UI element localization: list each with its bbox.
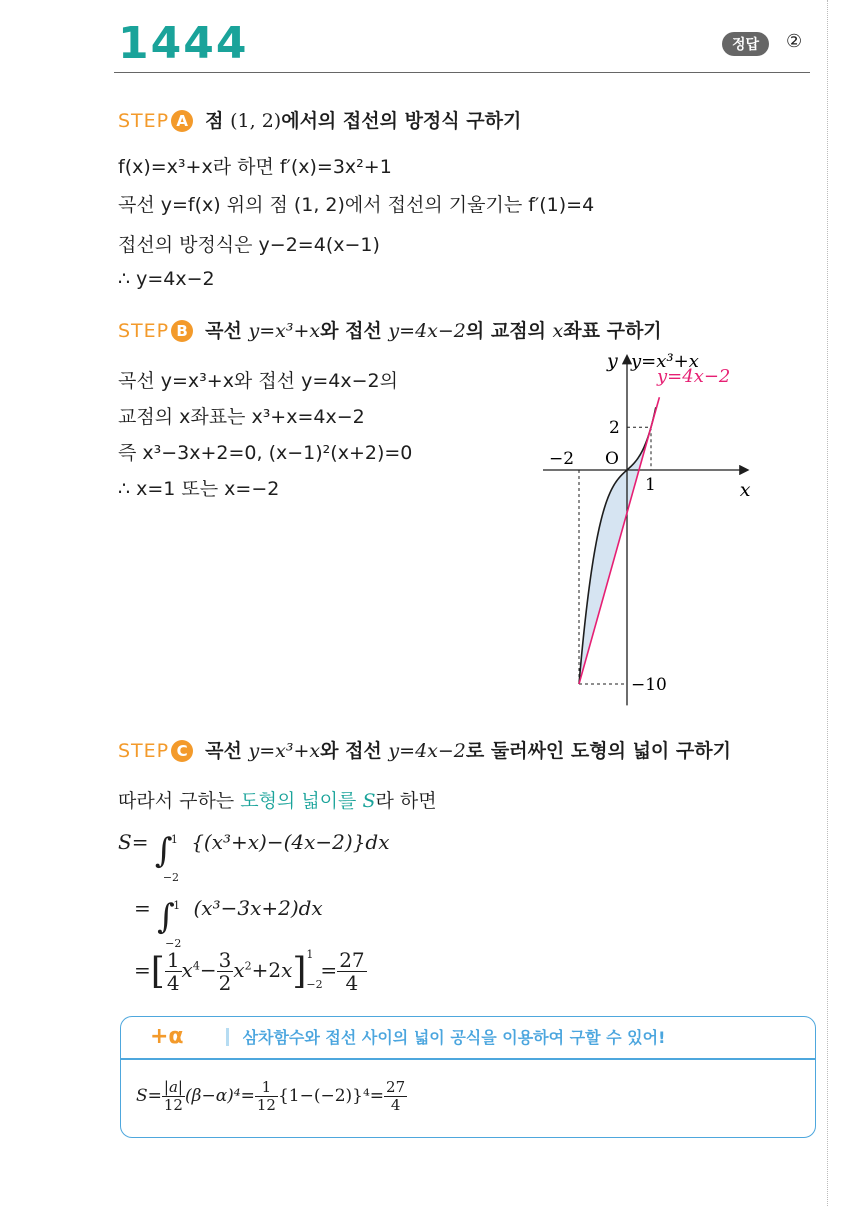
- step-b-title-line: y=4x−2: [388, 320, 466, 342]
- answer-value: ②: [786, 31, 803, 52]
- step-a-title-1: 점: [205, 110, 224, 132]
- frac1-numerator: |a|: [162, 1080, 185, 1097]
- y-axis-label: y: [607, 350, 618, 372]
- function-graph: [530, 350, 790, 710]
- integrand-1: {(x³+x)−(4x−2)}dx: [191, 830, 390, 854]
- page-margin-guide: [827, 0, 828, 1206]
- result-numerator: 27: [339, 948, 365, 972]
- tick-x-pos: 1: [645, 475, 656, 495]
- upper-limit: 1: [170, 833, 178, 846]
- tangent-line: [579, 397, 659, 684]
- step-label: STEP: [118, 320, 170, 342]
- step-b-title-curve: y=x³+x: [248, 320, 321, 342]
- intro-1: 따라서 구하는: [118, 790, 235, 812]
- step-b-title-1: 곡선: [205, 320, 242, 342]
- header-divider: [114, 72, 810, 73]
- step-label: STEP: [118, 110, 170, 132]
- frac3-denominator: 4: [390, 1096, 401, 1114]
- result-denominator: 4: [345, 971, 359, 995]
- tip-formula: [136, 1080, 407, 1113]
- step-b-line-3: 즉 x³−3x+2=0, (x−1)²(x+2)=0: [118, 442, 413, 464]
- integral-sign: ∫: [154, 831, 173, 871]
- step-b-title-4: 좌표 구하기: [563, 320, 662, 342]
- step-c-title-1: 곡선: [205, 740, 242, 762]
- intro-highlight: 도형의 넓이를: [240, 790, 357, 812]
- tangent-label: y=4x−2: [657, 365, 731, 387]
- tip-text: 삼차함수와 접선 사이의 넓이 공식을 이용하여 구할 수 있어!: [242, 1028, 666, 1047]
- frac2-denominator: 12: [256, 1096, 276, 1114]
- tick-y-neg: −10: [631, 675, 667, 695]
- step-a-line-1: f(x)=x³+x라 하면 f′(x)=3x²+1: [118, 156, 392, 178]
- step-c-badge: C: [171, 740, 193, 762]
- integral-line-1: S= ∫ 1 −2 {(x³+x)−(4x−2)}dx: [118, 830, 390, 884]
- frac2-numerator: 1: [255, 1080, 278, 1097]
- step-label: STEP: [118, 740, 170, 762]
- tip-header: [150, 1024, 665, 1049]
- lower-limit: −2: [162, 871, 180, 884]
- step-c-intro: [118, 786, 437, 813]
- curve-label: y=x³+x: [631, 351, 699, 372]
- step-b-title-3: 의 교점의: [465, 320, 546, 342]
- lower-limit: −2: [306, 977, 323, 991]
- tip-box-divider: [120, 1058, 816, 1060]
- step-a-badge: A: [171, 110, 193, 132]
- step-b-line-2: 교점의 x좌표는 x³+x=4x−2: [118, 406, 365, 428]
- step-a-line-4: ∴ y=4x−2: [118, 268, 215, 290]
- step-b-heading: [118, 316, 662, 343]
- integrand-2: (x³−3x+2)dx: [193, 896, 323, 920]
- step-a-heading: [118, 106, 521, 133]
- step-c-title-3: 로 둘러싸인 도형의 넓이 구하기: [465, 740, 731, 762]
- frac1-denominator: 12: [163, 1096, 183, 1114]
- step-a-line-2: 곡선 y=f(x) 위의 점 (1, 2)에서 접선의 기울기는 f′(1)=4: [118, 194, 595, 216]
- tick-x-neg: −2: [549, 449, 575, 469]
- tip-bar: [226, 1028, 229, 1046]
- intro-2: 라 하면: [375, 790, 437, 812]
- step-b-title-x: x: [552, 320, 564, 342]
- x-axis-label: x: [739, 479, 751, 501]
- plus-alpha-icon: +α: [150, 1024, 184, 1049]
- lower-limit: −2: [165, 937, 182, 950]
- step-c-title-line: y=4x−2: [388, 740, 466, 762]
- step-b-badge: B: [171, 320, 193, 342]
- step-a-title-point: (1, 2): [230, 110, 282, 132]
- step-b-line-4: ∴ x=1 또는 x=−2: [118, 478, 280, 500]
- step-c-title-2: 와 접선: [320, 740, 382, 762]
- intro-S: S: [362, 790, 376, 812]
- upper-limit: 1: [173, 899, 181, 912]
- formula-lhs: S=: [136, 1086, 162, 1106]
- formula-rest: {1−(−2)}⁴=: [277, 1086, 385, 1106]
- formula-mid: (β−α)⁴=: [184, 1086, 255, 1106]
- tick-y-pos: 2: [609, 418, 620, 439]
- step-c-heading: [118, 736, 731, 763]
- step-b-title-2: 와 접선: [320, 320, 382, 342]
- problem-number: 1444: [118, 18, 249, 69]
- frac3-numerator: 27: [386, 1078, 406, 1096]
- step-b-line-1: 곡선 y=x³+x와 접선 y=4x−2의: [118, 370, 398, 392]
- origin-label: O: [605, 449, 619, 469]
- step-c-title-curve: y=x³+x: [248, 740, 321, 762]
- upper-limit: 1: [306, 947, 314, 961]
- step-a-line-3: 접선의 방정식은 y−2=4(x−1): [118, 234, 380, 256]
- integral-sign: ∫: [157, 897, 175, 937]
- step-a-title-2: 에서의 접선의 방정식 구하기: [281, 110, 522, 132]
- integral-line-2: = ∫ 1 −2 (x³−3x+2)dx: [134, 896, 323, 950]
- antiderivative-line: =[ $\frac{1}{4}$ $x^4-$ $\frac{3}{2}$ $x^2+2x$] 1 −2 = $\frac{27}{4}$: [134, 947, 365, 995]
- answer-badge: 정답: [722, 32, 769, 56]
